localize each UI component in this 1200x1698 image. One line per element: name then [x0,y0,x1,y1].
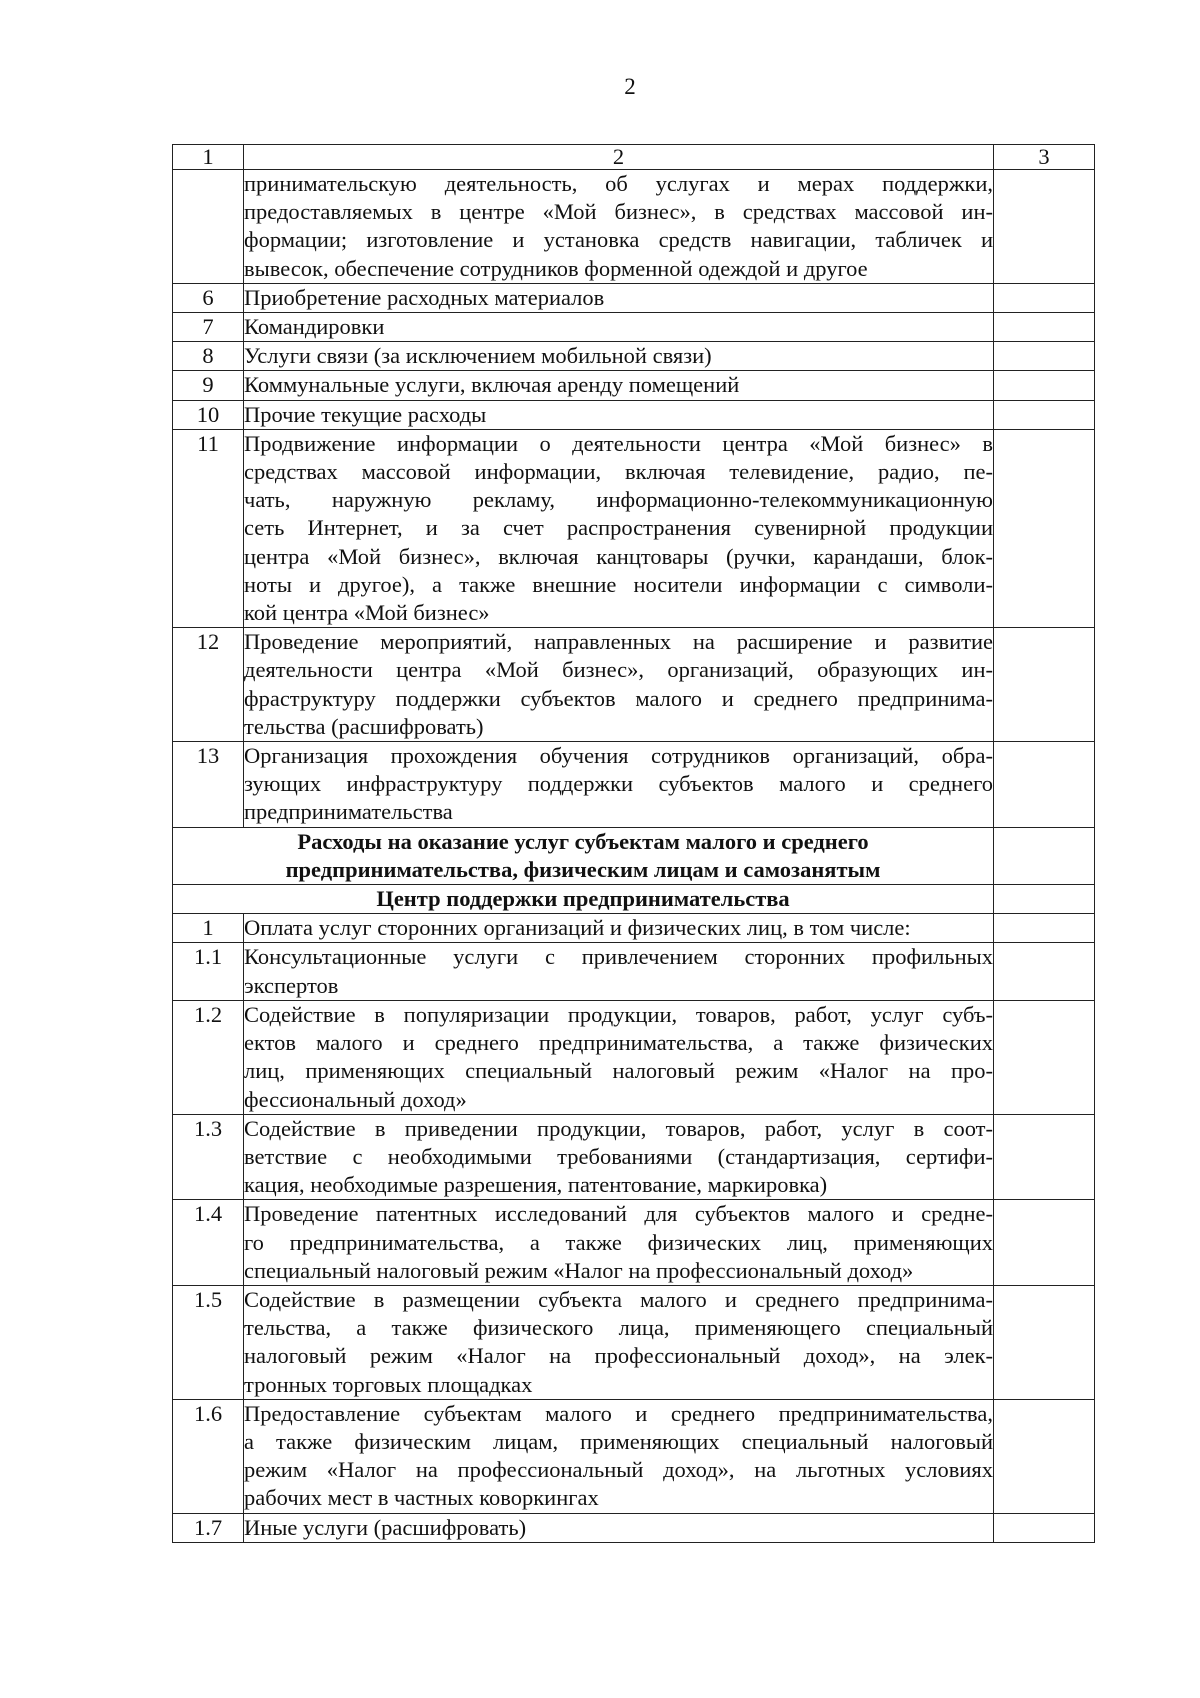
expense-description [244,943,994,1000]
table-row [173,400,1095,429]
description-line: тронных торговых площадках [244,1371,533,1397]
row-number: 1.4 [173,1200,244,1286]
description-line: экспертов [244,972,339,998]
description-line: Услуги связи (за исключением мобильной связи) [244,343,712,369]
description-line: сеть Интернет, и за счет распространения сувенирной продукции [244,515,993,541]
header-row [173,145,1095,170]
section-heading-center [173,885,1095,914]
description-line: предоставляемых в центре «Мой бизнес», в средствах массовой ин- [244,199,993,225]
description-line: Содействие в популяризации продукции, товаров, работ, услуг субъ- [244,1001,993,1027]
column-header-3: 3 [994,145,1095,170]
amount-cell [994,943,1095,1000]
amount-cell [994,1000,1095,1114]
amount-cell [994,1285,1095,1399]
description-line: кой центра «Мой бизнес» [244,600,490,626]
amount-cell [994,914,1095,943]
section-title-line: предпринимательства, физическим лицам и самозанятым [285,856,881,882]
row-number: 11 [173,429,244,627]
expense-description [244,283,994,312]
expense-description [244,313,994,342]
table-row [173,1399,1095,1513]
description-line: тельства, а также физического лица, применяющего специальный [244,1315,993,1341]
amount-cell [994,429,1095,627]
amount-cell [994,342,1095,371]
description-line: ветствие с необходимыми требованиями (стандартизация, сертифи- [244,1143,993,1169]
amount-cell [994,827,1095,884]
table-row [173,1200,1095,1286]
description-line: налоговый режим «Налог на профессиональный доход», на элек- [244,1343,993,1369]
amount-cell [994,742,1095,828]
expense-description [244,1000,994,1114]
page-number: 2 [624,74,636,99]
row-number: 1.7 [173,1513,244,1542]
table-row [173,371,1095,400]
amount-cell [994,1114,1095,1200]
description-line: фессиональный доход» [244,1086,467,1112]
description-line: специальный налоговый режим «Налог на профессиональный доход» [244,1257,914,1283]
amount-cell [994,283,1095,312]
expense-description [244,170,994,284]
description-line: лиц, применяющих специальный налоговый режим «Налог на про- [244,1058,993,1084]
table-row [173,170,1095,284]
amount-cell [994,400,1095,429]
amount-cell [994,1200,1095,1286]
expense-description [244,1513,994,1542]
description-line: Оплата услуг сторонних организаций и физических лиц, в том числе: [244,915,911,941]
table-row [173,628,1095,742]
section-heading-center-title [173,885,994,914]
expense-description [244,429,994,627]
table-row [173,1513,1095,1542]
row-number: 6 [173,283,244,312]
row-number: 9 [173,371,244,400]
row-number: 1.2 [173,1000,244,1114]
description-line: Содействие в размещении субъекта малого и среднего предпринима- [244,1286,993,1312]
row-number: 1.1 [173,943,244,1000]
description-line: Командировки [244,314,385,340]
row-number: 1.3 [173,1114,244,1200]
section-title-line: Расходы на оказание услуг субъектам малого и среднего [297,828,869,854]
row-number: 1.6 [173,1399,244,1513]
description-line: ноты и другое), а также внешние носители информации с символи- [244,571,993,597]
row-number [173,170,244,284]
description-line: Консультационные услуги с привлечением сторонних профильных [244,944,993,970]
expense-table [172,144,1095,1543]
description-line: режим «Налог на профессиональный доход», на льготных условиях [244,1457,993,1483]
section-heading-expenses-title [173,827,994,884]
expense-description [244,1200,994,1286]
description-line: центра «Мой бизнес», включая канцтовары (ручки, карандаши, блок- [244,543,993,569]
description-line: Организация прохождения обучения сотрудников организаций, обра- [244,743,993,769]
table-row [173,313,1095,342]
expense-description [244,914,994,943]
amount-cell [994,170,1095,284]
description-line: Продвижение информации о деятельности центра «Мой бизнес» в [244,430,993,456]
description-line: кация, необходимые разрешения, патентование, маркировка) [244,1172,828,1198]
description-line: Проведение патентных исследований для субъектов малого и средне- [244,1201,993,1227]
description-line: вывесок, обеспечение сотрудников форменной одеждой и другое [244,255,868,281]
description-line: го предпринимательства, а также физических лиц, применяющих [244,1229,993,1255]
amount-cell [994,1513,1095,1542]
description-line: рабочих мест в частных коворкингах [244,1485,599,1511]
row-number: 13 [173,742,244,828]
description-line: предпринимательства [244,799,453,825]
description-line: принимательскую деятельность, об услугах и мерах поддержки, [244,171,993,196]
section-title-line: Центр поддержки предпринимательства [376,886,790,912]
row-number: 10 [173,400,244,429]
section-heading-expenses [173,827,1095,884]
description-line: Прочие текущие расходы [244,401,487,427]
amount-cell [994,1399,1095,1513]
table-row [173,283,1095,312]
description-line: Проведение мероприятий, направленных на расширение и развитие [244,629,993,655]
table-row [173,342,1095,371]
description-line: Коммунальные услуги, включая аренду помещений [244,372,740,398]
expense-description [244,371,994,400]
row-number: 1.5 [173,1285,244,1399]
expense-description [244,742,994,828]
expense-description [244,628,994,742]
column-header-1: 1 [173,145,244,170]
table-row [173,914,1095,943]
description-line: а также физическим лицам, применяющих специальный налоговый [244,1428,993,1454]
row-number: 8 [173,342,244,371]
description-line: средствах массовой информации, включая телевидение, радио, пе- [244,459,993,485]
table-row [173,943,1095,1000]
description-line: чать, наружную рекламу, информационно-телекоммуникационную [244,487,993,513]
row-number: 12 [173,628,244,742]
description-line: формации; изготовление и установка средств навигации, табличек и [244,227,993,253]
description-line: ектов малого и среднего предпринимательства, а также физических [244,1030,993,1056]
table-row [173,429,1095,627]
amount-cell [994,628,1095,742]
description-line: Иные услуги (расшифровать) [244,1514,527,1540]
description-line: деятельности центра «Мой бизнес», организаций, образующих ин- [244,657,993,683]
description-line: зующих инфраструктуру поддержки субъектов малого и среднего [244,771,993,797]
column-header-2: 2 [244,145,994,170]
row-number: 1 [173,914,244,943]
amount-cell [994,371,1095,400]
expense-description [244,342,994,371]
table-row [173,1000,1095,1114]
description-line: фраструктуру поддержки субъектов малого и среднего предпринима- [244,685,993,711]
expense-description [244,1399,994,1513]
row-number: 7 [173,313,244,342]
amount-cell [994,313,1095,342]
description-line: Предоставление субъектам малого и среднего предпринимательства, [244,1400,993,1426]
description-line: Содействие в приведении продукции, товаров, работ, услуг в соот- [244,1115,993,1141]
expense-description [244,1114,994,1200]
table-row [173,742,1095,828]
expense-description [244,400,994,429]
description-line: тельства (расшифровать) [244,713,484,739]
amount-cell [994,885,1095,914]
expense-description [244,1285,994,1399]
description-line: Приобретение расходных материалов [244,284,605,310]
table-row [173,1285,1095,1399]
table-row [173,1114,1095,1200]
